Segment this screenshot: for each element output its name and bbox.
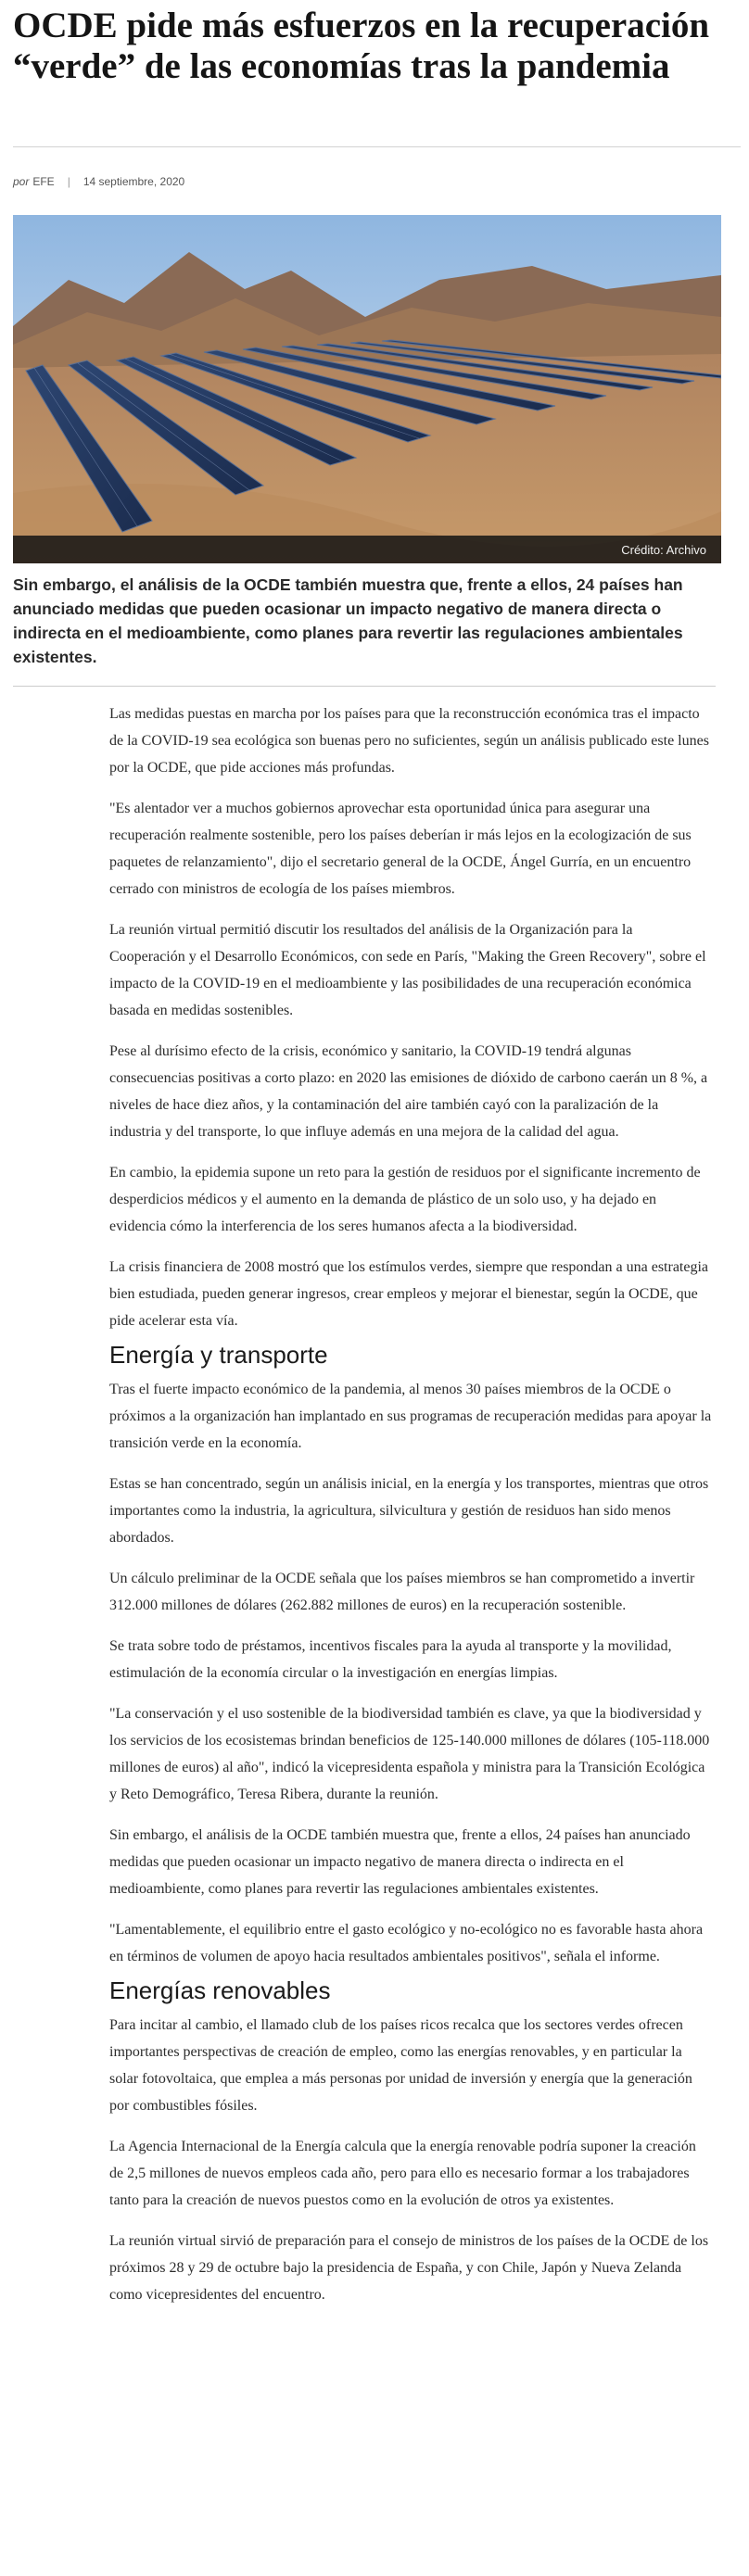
paragraph: Estas se han concentrado, según un análisis inicial, en la energía y los transportes, mientras que otros importantes como la industria, la agricultura, silvicultura y gestión de residuos han sido menos abordados. <box>109 1476 709 1546</box>
paragraph: En cambio, la epidemia supone un reto para la gestión de residuos por el significante incremento de desperdicios médicos y el aumento en la demanda de plástico de un solo uso, y ha dejado en evidencia cómo la interferencia de los seres humanos afecta a la biodiversidad. <box>109 1165 701 1234</box>
section-heading-energia-transporte: Energía y transporte <box>109 1341 328 1369</box>
paragraph: "La conservación y el uso sostenible de la biodiversidad también es clave, ya que la biodiversidad y los servicios de los ecosistemas brindan beneficios de 125-140.000 millones de dólares (105-118.000 millones de euros) al año", indicó la vicepresidenta española y ministra para la Transición Ecológica y Reto Demográfico, Teresa Ribera, durante la reunión. <box>109 1706 710 1802</box>
article-title: OCDE pide más esfuerzos en la recuperación “verde” de las economías tras la pandemia <box>13 6 710 86</box>
section-heading-energias-renovables: Energías renovables <box>109 1976 331 2004</box>
paragraph: Se trata sobre todo de préstamos, incentivos fiscales para la ayuda al transporte y la movilidad, estimulación de la economía circular o la investigación en energías limpias. <box>109 1638 672 1681</box>
publish-date: 14 septiembre, 2020 <box>83 175 185 188</box>
paragraph: Pese al durísimo efecto de la crisis, económico y sanitario, la COVID-19 tendrá algunas consecuencias positivas a corto plazo: en 2020 las emisiones de dióxido de carbono caerán un 8 %, a niveles de hace diez años, y la contaminación del aire también cayó con la paralización de la industria y del transporte, lo que influye además en una mejora de la calidad del agua. <box>109 1043 708 1140</box>
image-credit-bar <box>13 536 721 563</box>
byline-prefix: por <box>13 175 30 188</box>
paragraph: "Lamentablemente, el equilibrio entre el gasto ecológico y no-ecológico no es favorable hasta ahora en términos de volumen de apoyo hacia resultados ambientales positivos", señala el informe. <box>109 1922 704 1964</box>
paragraph: "Es alentador ver a muchos gobiernos aprovechar esta oportunidad única para asegurar una recuperación realmente sostenible, pero los países deberían ir más lejos en la ecologización de sus paquetes de relanzamiento", dijo el secretario general de la OCDE, Ángel Gurría, en un encuentro cerrado con ministros de ecología de los países miembros. <box>109 801 692 897</box>
paragraph: La crisis financiera de 2008 mostró que los estímulos verdes, siempre que respondan a una estrategia bien estudiada, pueden generar ingresos, crear empleos y mejorar el bienestar, según la OCDE, que pide acelerar esta vía. <box>109 1259 709 1329</box>
paragraph: Tras el fuerte impacto económico de la pandemia, al menos 30 países miembros de la OCDE o próximos a la organización han implantado en sus programas de recuperación medidas para apoyar la transición verde en la economía. <box>109 1382 712 1451</box>
paragraph: Para incitar al cambio, el llamado club de los países ricos recalca que los sectores verdes ofrecen importantes perspectivas de creación de empleo, como las energías renovables, y en particular la solar fotovoltaica, que emplea a más personas por unidad de inversión y energía que la generación por combustibles fósiles. <box>109 2017 692 2114</box>
summary-divider <box>13 686 716 687</box>
title-divider <box>13 146 741 147</box>
hero-image <box>13 215 721 563</box>
image-credit: Crédito: Archivo <box>621 543 706 557</box>
paragraph: Sin embargo, el análisis de la OCDE también muestra que, frente a ellos, 24 países han anunciado medidas que pueden ocasionar un impacto negativo de manera directa o indirecta en el medioambiente, como planes para revertir las regulaciones ambientales existentes. <box>109 1827 691 1897</box>
byline <box>13 172 184 191</box>
solar-farm-illustration <box>13 215 721 563</box>
paragraph: La reunión virtual permitió discutir los resultados del análisis de la Organización para la Cooperación y el Desarrollo Económicos, con sede en París, "Making the Green Recovery", sobre el impacto de la COVID-19 en el medioambiente y las posibilidades de una recuperación económica basada en medidas sostenibles. <box>109 922 706 1018</box>
byline-author[interactable]: EFE <box>32 175 55 188</box>
paragraph: La reunión virtual sirvió de preparación para el consejo de ministros de los países de la OCDE de los próximos 28 y 29 de octubre bajo la presidencia de España, y con Chile, Japón y Nueva Zelanda como vicepresidentes del encuentro. <box>109 2233 709 2303</box>
paragraph: Las medidas puestas en marcha por los países para que la reconstrucción económica tras el impacto de la COVID-19 sea ecológica son buenas pero no suficientes, según un análisis publicado este lunes por la OCDE, que pide acciones más profundas. <box>109 706 709 776</box>
paragraph: La Agencia Internacional de la Energía calcula que la energía renovable podría suponer la creación de 2,5 millones de nuevos empleos cada año, pero para ello es necesario formar a los trabajadores tanto para la creación de nuevos puestos como en la evolución de otros ya existentes. <box>109 2139 696 2208</box>
article-body <box>109 701 712 2322</box>
paragraph: Un cálculo preliminar de la OCDE señala que los países miembros se han comprometido a invertir 312.000 millones de dólares (262.882 millones de euros) en la recuperación sostenible. <box>109 1571 695 1613</box>
byline-separator: | <box>67 175 70 188</box>
article-summary: Sin embargo, el análisis de la OCDE también muestra que, frente a ellos, 24 países han anunciado medidas que pueden ocasionar un impacto negativo de manera directa o indirecta en el medioambiente, como planes para revertir las regulaciones ambientales existentes. <box>13 575 683 666</box>
